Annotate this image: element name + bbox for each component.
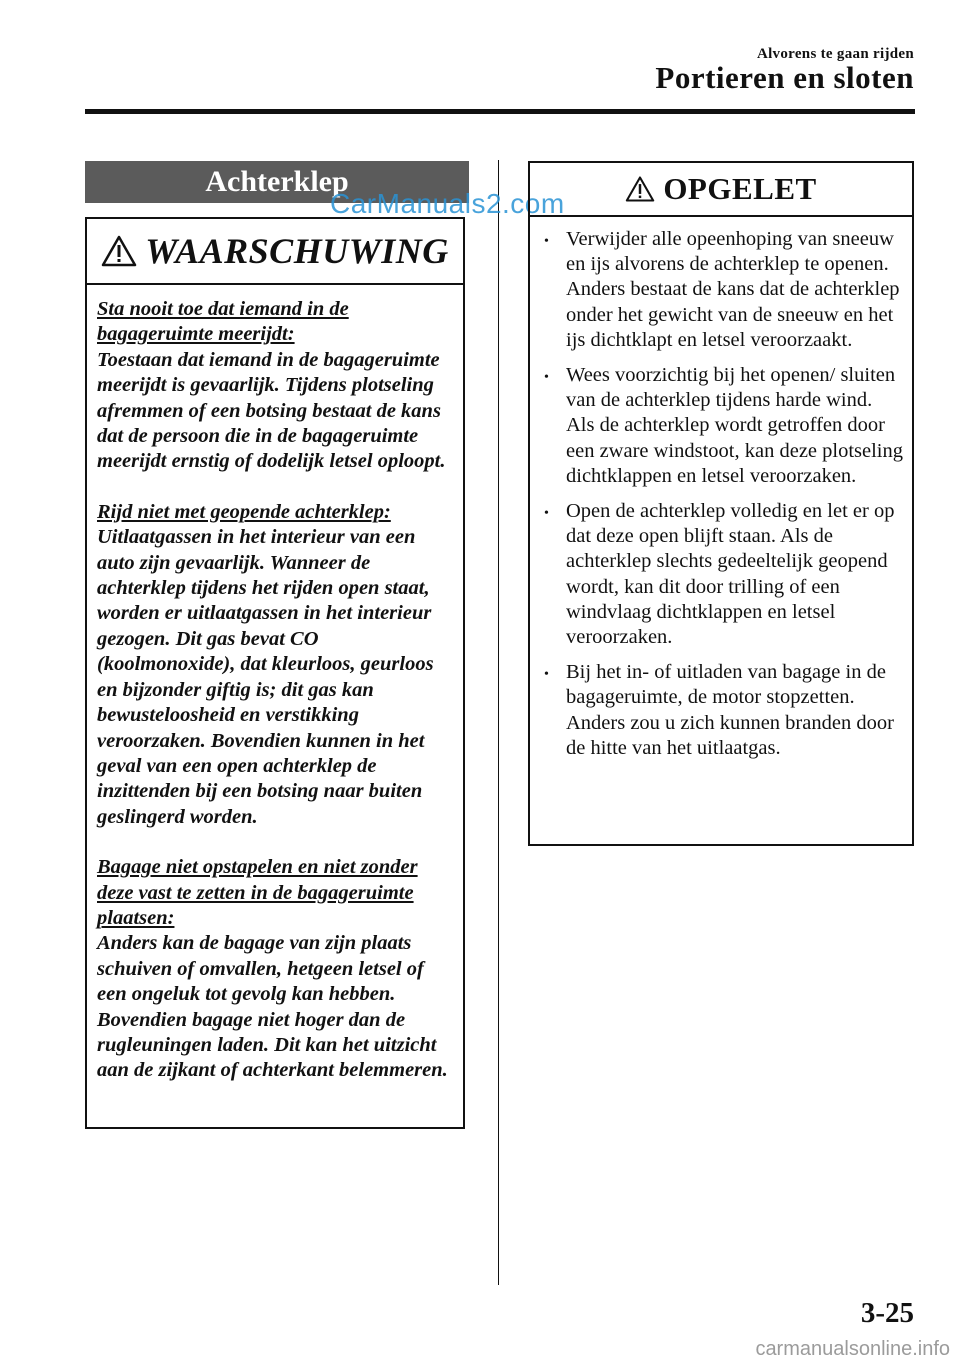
list-item-text: Wees voorzichtig bij het openen/ sluiten van de achterklep tijdens harde wind. Als de achterklep wordt getroffen door een zware windstoot, kan deze plotseling dichtklappen en letsel veroorzaken. [566,364,903,487]
chapter-label: Alvorens te gaan rijden [756,46,914,62]
warning-paragraph: Anders kan de bagage van zijn plaats schuiven of omvallen, hetgeen letsel of een ongeluk tot gevolg kan hebben. Bovendien bagage niet hoger dan de rugleuningen laden. Dit kan het uitzicht aan de zijkant of achterkant belemmeren. [97,932,448,1082]
warning-subheading: Sta nooit toe dat iemand in de bagageruimte meerijdt: [97,298,349,346]
watermark-link[interactable]: carmanualsonline.info [755,1338,950,1360]
caution-list [530,217,912,761]
list-item-text: Verwijder alle opeenhoping van sneeuw en ijs alvorens de achterklep te openen. Anders bestaat de kans dat de achterklep onder het gewicht van de sneeuw en het ijs dichtklapt en letsel veroorzaakt. [566,228,900,351]
bullet: • [544,370,549,386]
warning-triangle-icon [625,175,655,203]
list-item [544,227,904,353]
warning-heading: WAARSCHUWING [145,231,449,271]
warning-paragraph: Uitlaatgassen in het interieur van een auto zijn gevaarlijk. Wanneer de achterklep tijdens het rijden open staat, worden er uitlaatgassen in het interieur gezogen. Dit gas bevat CO (koolmonoxide), dat kleurloos, geurloos en bijzonder giftig is; dit gas kan bewusteloosheid en verstikking veroorzaken. Bovendien kunnen in het geval van een open achterklep de inzittenden bij een botsing naar buiten geslingerd worden. [97,526,434,828]
caution-heading: OPGELET [663,171,817,206]
list-item [544,363,904,489]
warning-body [87,285,463,1084]
bullet: • [544,234,549,249]
watermark-logo[interactable]: CarManuals2.com [330,188,565,219]
warning-triangle-icon [101,234,137,268]
warning-subheading: Bagage niet opstapelen en niet zonder deze vast te zetten in de bagageruimte plaatsen: [97,856,418,929]
caution-header [530,163,912,217]
warning-header [87,219,463,285]
warning-paragraph: Toestaan dat iemand in de bagageruimte meerijdt is gevaarlijk. Tijdens plotseling afremmen of een botsing bestaat de kans dat de persoon die in de bagageruimte meerijdt ernstig of dodelijk letsel oploopt. [97,348,446,473]
header-rule [85,109,915,114]
list-item-text: Bij het in- of uitladen van bagage in de bagageruimte, de motor stopzetten. Anders zou u zich kunnen branden door de hitte van het uitlaatgas. [566,661,894,759]
list-item [544,660,904,761]
section-title: Achterklep [85,161,469,203]
page-title: Portieren en sloten [655,60,914,95]
bullet: • [544,506,549,522]
list-item [544,499,904,650]
warning-subheading: Rijd niet met geopende achterklep: [97,500,391,523]
column-divider [498,160,499,1285]
list-item-text: Open de achterklep volledig en let er op dat deze open blijft staan. Als de achterklep slechts gedeeltelijk geopend wordt, kan dit door trilling of een windvlaag dichtklappen en letsel veroorzaken. [566,500,895,649]
page-number: 3-25 [860,1297,914,1329]
warning-box [85,217,465,1129]
bullet: • [544,667,549,683]
caution-box [528,161,914,846]
